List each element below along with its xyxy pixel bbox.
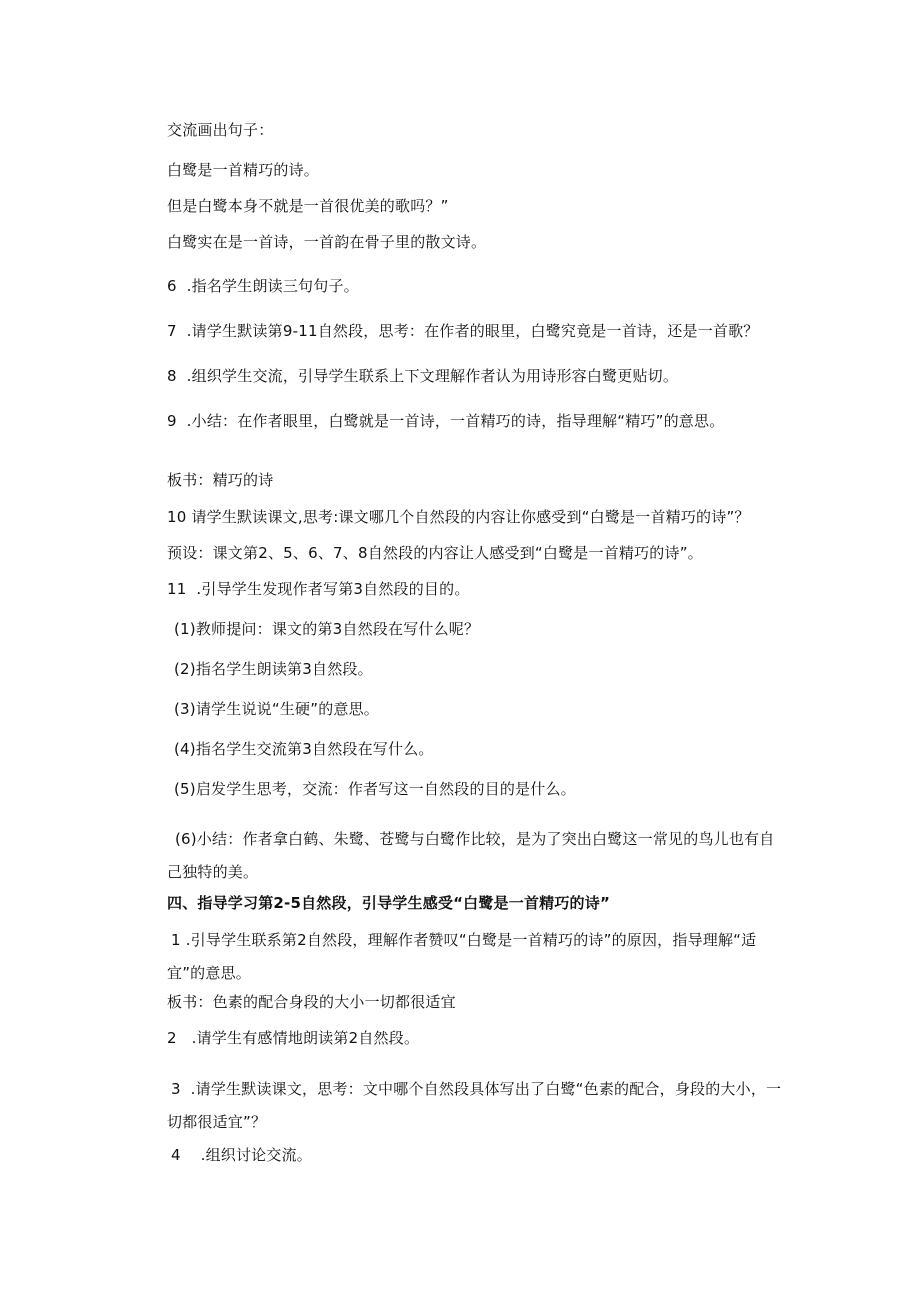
quote-line-2: 但是白鹭本身不就是一首很优美的歌吗？” <box>167 197 449 215</box>
step-11: 11 .引导学生发现作者写第3自然段的目的。 <box>167 580 470 598</box>
substep-3: (3)请学生说说“生硬”的意思。 <box>174 700 379 718</box>
paragraph-exchange-sentences: 交流画出句子： <box>167 121 274 139</box>
section-four-step-2: 2 .请学生有感情地朗读第2自然段。 <box>167 1029 420 1047</box>
step-6: 6 .指名学生朗读三句句子。 <box>167 277 359 295</box>
step-10: 10 请学生默读课文,思考:课文哪几个自然段的内容让你感受到“白鹭是一首精巧的诗”？ <box>167 508 750 526</box>
substep-5: (5)启发学生思考，交流：作者写这一自然段的目的是什么。 <box>174 780 576 798</box>
quote-line-3: 白鹭实在是一首诗，一首韵在骨子里的散文诗。 <box>167 233 487 251</box>
section-four-step-1: 1 .引导学生联系第2自然段，理解作者赞叹“白鹭是一首精巧的诗”的原因，指导理解“适宜”的意思。 <box>167 931 757 982</box>
section-four-step-4: 4 .组织讨论交流。 <box>171 1146 312 1164</box>
substep-1: (1)教师提问：课文的第3自然段在写什么呢？ <box>174 620 480 638</box>
step-9: 9 .小结：在作者眼里，白鹭就是一首诗，一首精巧的诗，指导理解“精巧”的意思。 <box>167 412 725 430</box>
step-8: 8 .组织学生交流，引导学生联系上下文理解作者认为用诗形容白鹭更贴切。 <box>167 367 679 385</box>
substep-4: (4)指名学生交流第3自然段在写什么。 <box>174 740 434 758</box>
blackboard-note-1: 板书：精巧的诗 <box>167 471 274 489</box>
substep-2: (2)指名学生朗读第3自然段。 <box>174 660 373 678</box>
substep-6-summary: (6)小结：作者拿白鹤、朱鹭、苍鹭与白鹭作比较，是为了突出白鹭这一常见的鸟儿也有自己独特的美。 <box>167 830 775 881</box>
step-7: 7 .请学生默读第9-11自然段，思考：在作者的眼里，白鹭究竟是一首诗，还是一首歌？ <box>167 322 759 340</box>
section-four-step-3: 3 .请学生默读课文，思考：文中哪个自然段具体写出了白鹭“色素的配合，身段的大小，一切都很适宜”？ <box>167 1080 782 1131</box>
section-four-heading: 四、指导学习第2-5自然段，引导学生感受“白鹭是一首精巧的诗” <box>167 894 611 912</box>
preset-answer: 预设：课文第2、5、6、7、8自然段的内容让人感受到“白鹭是一首精巧的诗”。 <box>167 544 703 562</box>
quote-line-1: 白鹭是一首精巧的诗。 <box>167 161 320 179</box>
blackboard-note-2: 板书：色素的配合身段的大小一切都很适宜 <box>167 993 456 1011</box>
